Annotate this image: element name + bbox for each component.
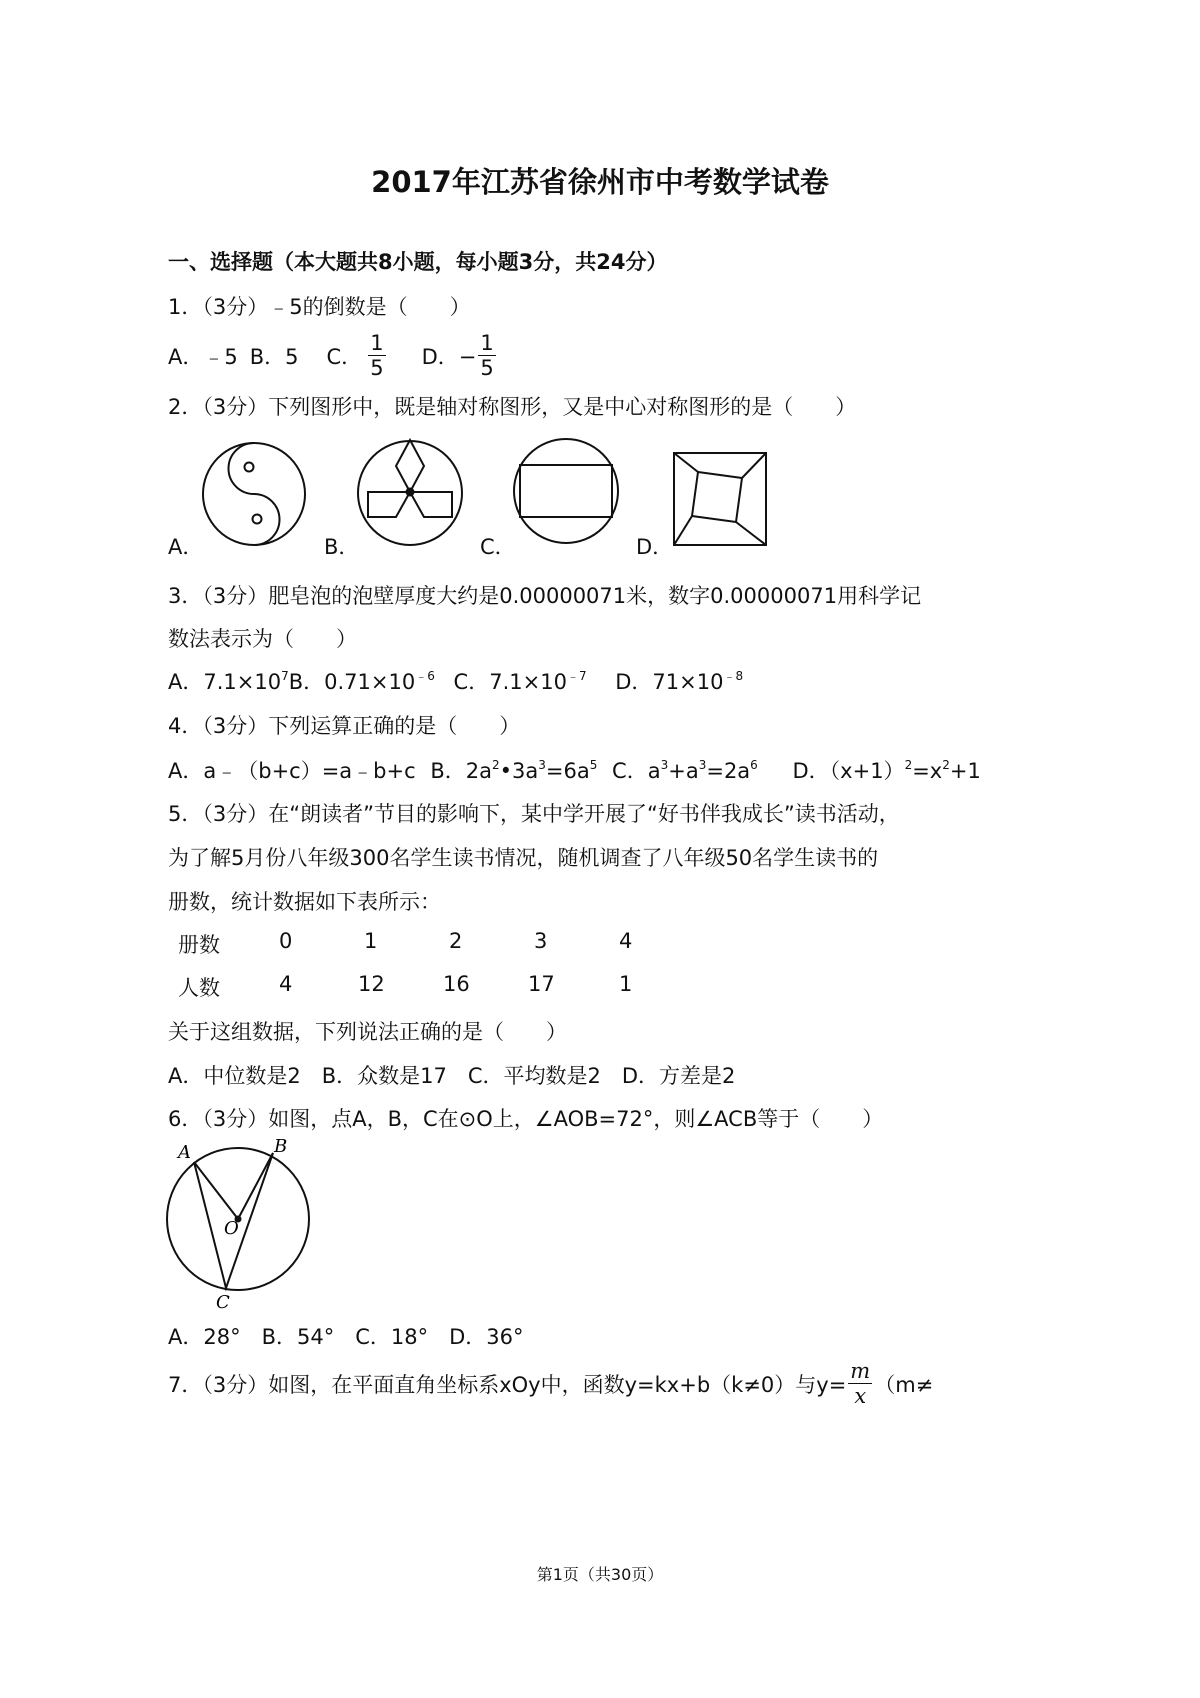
q1-option-a: A．﹣5	[168, 345, 238, 369]
q1-d-numerator: 1	[480, 331, 494, 355]
q1-option-c: C．	[326, 345, 363, 369]
q2-figures	[0, 0, 1200, 600]
q5-options: A．中位数是2 B．众数是17 C．平均数是2 D．方差是2	[168, 1064, 736, 1088]
q7-stem	[168, 1358, 933, 1410]
q7-fraction	[848, 1361, 872, 1407]
q1-stem: 1．（3分）﹣5的倒数是（ ）	[168, 295, 471, 319]
table-cell: 16	[443, 972, 470, 996]
table-cell: 3	[534, 929, 548, 953]
point-label-c: C	[216, 1292, 230, 1310]
figure-c-rectangle-in-circle	[514, 439, 618, 543]
q3-option-a: A．$7.1\times 10^7$	[168, 669, 289, 694]
q3-option-d: D．$71\times 10^{﹣8}$	[615, 669, 744, 694]
q7-stem-text: 7．（3分）如图，在平面直角坐标系xOy中，函数y=kx+b（k≠0）与y=	[168, 1373, 847, 1397]
q4-option-c: C．$a^3+a^3=2a^6$	[612, 758, 758, 783]
q1-option-d: D．−	[421, 345, 477, 369]
q2-label-d: D．	[636, 535, 674, 559]
q4-stem: 4．（3分）下列运算正确的是（ ）	[168, 714, 521, 738]
q2-label-a: A．	[168, 535, 204, 559]
q1-d-denominator: 5	[480, 356, 494, 380]
table-cell: 2	[449, 929, 463, 953]
q1-option-b: B．5	[249, 345, 299, 369]
q4-option-a: A．a﹣（b+c）=a﹣b+c	[168, 759, 416, 783]
q5-line-1: 5．（3分）在“朗读者”节目的影响下，某中学开展了“好书伴我成长”读书活动，	[168, 802, 900, 826]
q1-c-denominator: 5	[370, 356, 384, 380]
q5-line-4: 关于这组数据，下列说法正确的是（ ）	[168, 1020, 567, 1044]
q3-option-b: B．$0.71\times 10^{﹣6}$	[288, 669, 435, 694]
q3-line-2: 数法表示为（ ）	[168, 627, 357, 651]
q2-label-c: C．	[480, 535, 516, 559]
table-cell: 4	[619, 929, 633, 953]
point-label-b: B	[274, 1136, 288, 1157]
q5-line-3: 册数，统计数据如下表所示：	[168, 890, 441, 914]
page-title: 2017年江苏省徐州市中考数学试卷	[371, 165, 829, 199]
q4-option-b: B．$2a^2•3a^3=6a^5$	[430, 758, 598, 783]
table-cell: 1	[619, 972, 633, 996]
q7-stem-tail: （m≠	[874, 1373, 934, 1397]
q6-circle-figure	[150, 1130, 330, 1310]
q4-options	[168, 755, 981, 785]
figure-a-taiji	[203, 443, 305, 545]
q7-numerator: m	[850, 1359, 871, 1383]
q3-line-1: 3．（3分）肥皂泡的泡壁厚度大约是0.00000071米，数字0.00000071用科学记	[168, 584, 922, 608]
page-footer: 第1页（共30页）	[536, 1565, 664, 1584]
q2-label-b: B．	[324, 535, 360, 559]
q1-c-numerator: 1	[370, 331, 384, 355]
table-row-label-students: 人数	[178, 976, 220, 1000]
table-cell: 1	[364, 929, 378, 953]
figure-d-square-pinwheel	[674, 453, 766, 545]
section-heading: 一、选择题（本大题共8小题，每小题3分，共24分）	[168, 250, 668, 274]
figure-b-three-rhombi	[358, 440, 462, 545]
q2-stem: 2．（3分）下列图形中，既是轴对称图形，又是中心对称图形的是（ ）	[168, 395, 857, 419]
table-row-label-books: 册数	[178, 933, 220, 957]
q4-option-d: D．$(x+1)^2=x^2+1$	[792, 758, 981, 783]
point-label-o: O	[224, 1218, 239, 1239]
table-cell: 4	[279, 972, 293, 996]
table-cell: 12	[358, 972, 385, 996]
table-cell: 0	[279, 929, 293, 953]
q5-line-2: 为了解5月份八年级300名学生读书情况，随机调查了八年级50名学生读书的	[168, 846, 879, 870]
q3-option-c: C．$7.1\times 10^{﹣7}$	[453, 669, 587, 694]
table-cell: 17	[528, 972, 555, 996]
point-label-a: A	[178, 1142, 191, 1163]
q6-options: A．28° B．54° C．18° D．36°	[168, 1325, 524, 1349]
q7-denominator: x	[854, 1384, 867, 1408]
q6-stem: 6．（3分）如图，点A，B，C在⊙O上，∠AOB=72°，则∠ACB等于（ ）	[168, 1107, 884, 1131]
q3-options	[168, 666, 743, 696]
